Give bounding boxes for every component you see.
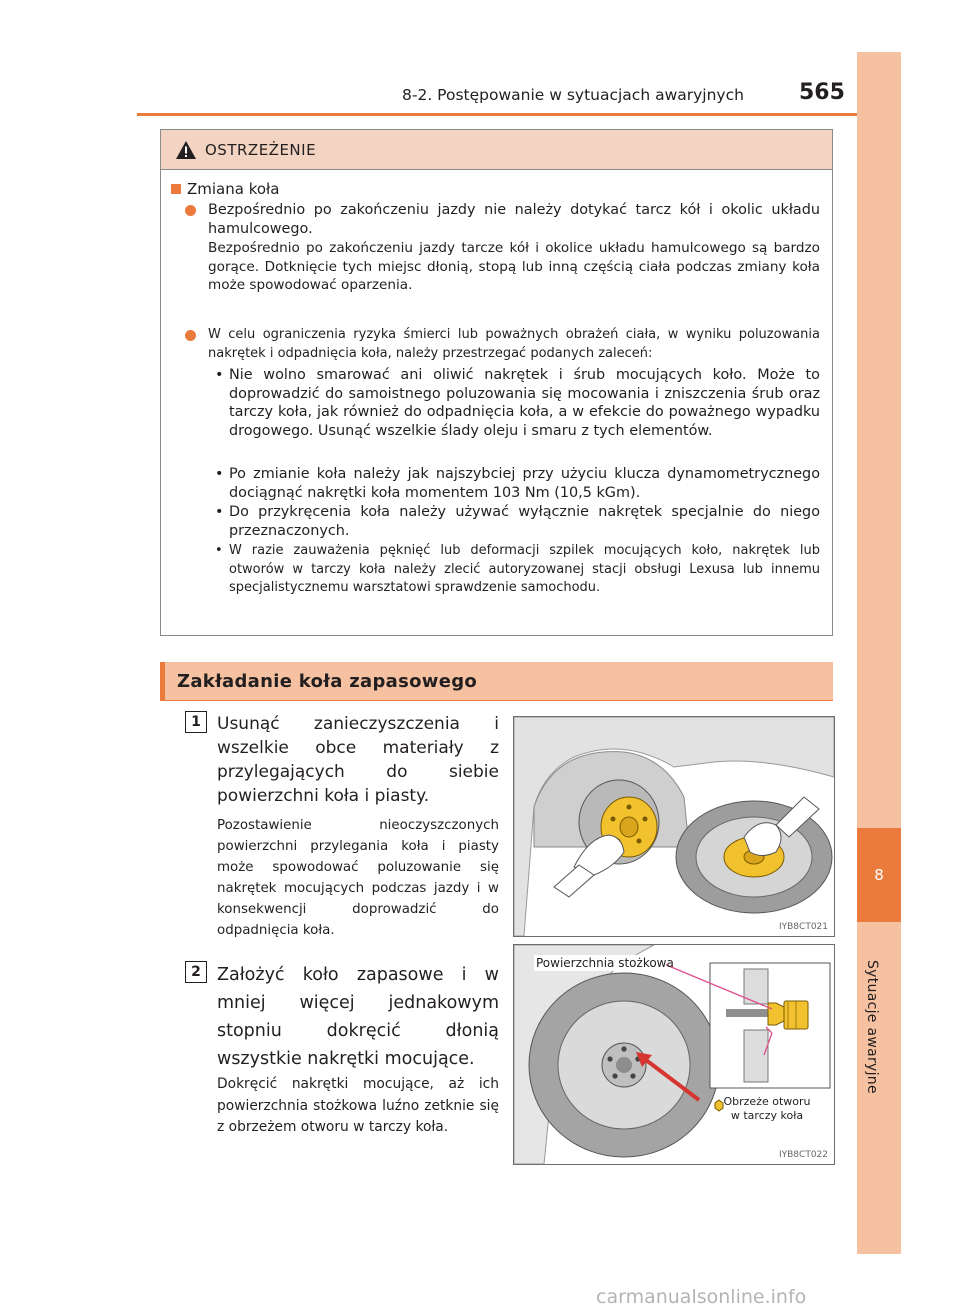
watermark: carmanualsonline.info [596,1286,807,1308]
warning-item: • Do przykręcenia koła należy używać wyłącznie nakrętek specjalnie do niego przeznaczonych. [215,504,820,539]
chapter-label: Sytuacje awaryjne [864,960,880,1094]
warning-bullet-1-detail: Bezpośrednio po zakończeniu jazdy tarcze kół i okolice układu hamulcowego są bardzo gorące. Dotknięcie tych miejsc dłonią, stopą lub inną częścią ciała podczas zmiany koła może spowodować oparzenia. [208,240,820,293]
header-rule [137,113,857,116]
warning-subsection: Zmiana koła [171,180,280,199]
round-bullet-icon [185,205,196,216]
warning-item: • W razie zauważenia pęknięć lub deformacji szpilek mocujących koło, nakrętek lub otworów w tarczy koła należy zlecić autoryzowanej stacji obsługi Lexusa lub innemu specjalistycznemu warsztatowi sprawdzenie samochodu. [215,543,820,595]
running-header: 8-2. Postępowanie w sytuacjach awaryjnych [402,86,744,104]
step-2-note: Dokręcić nakrętki mocujące, aż ich powierzchnia stożkowa luźno zetknie się z obrzeżem otworu w tarczy koła. [217,1076,499,1135]
warning-header [161,130,832,170]
step-1-note: Pozostawienie nieoczyszczonych powierzchni przylegania koła i piasty może spowodować poluzowanie się nakrętek mocujących podczas jazdy i w konsekwencji doprowadzić do odpadnięcia koła. [217,818,499,938]
figure-code: IYB8CT022 [778,1150,828,1160]
chapter-number: 8 [857,828,901,922]
figure-code: IYB8CT021 [778,922,828,932]
square-bullet-icon [171,184,181,194]
warning-bullet-1: Bezpośrednio po zakończeniu jazdy nie należy dotykać tarcz kół i okolic układu hamulcowego. [208,202,820,237]
step-number: 1 [185,711,207,733]
section-rule [160,700,833,701]
figure-clean-hub [513,716,835,937]
warning-triangle-icon [175,140,197,160]
figure-1-illustration [514,717,834,936]
warning-box [160,129,833,636]
section-title: Zakładanie koła zapasowego [160,662,833,700]
callout-hole-rim-line2: w tarczy koła [730,1109,804,1122]
warning-title: OSTRZEŻENIE [205,140,317,159]
callout-conical-surface: Powierzchnia stożkowa [536,956,674,970]
step-1-title: Usunąć zanieczyszczenia i wszelkie obce materiały z przylegających do siebie powierzchni koła i piasty. [217,714,499,806]
chapter-side-tab [857,52,901,1254]
step-2-title: Założyć koło zapasowe i w mniej więcej jednakowym stopniu dokręcić dłonią wszystkie nakrętki mocujące. [217,965,499,1069]
warning-item: • Nie wolno smarować ani oliwić nakrętek i śrub mocujących koło. Może to doprowadzić do samoistnego poluzowania się mocowania i zniszczenia śrub oraz tarczy koła, jak również do odpadnięcia koła, a w efekcie do poważnego wypadku drogowego. Usunąć wszelkie ślady oleju i smaru z tych elementów. [215,367,820,439]
round-bullet-icon [185,330,196,341]
callout-hole-rim-line1: Obrzeże otworu [723,1095,811,1108]
figure-2-illustration [514,945,834,1164]
warning-item: • Po zmianie koła należy jak najszybciej przy użyciu klucza dynamometrycznego dociągnąć nakrętki koła momentem 103 Nm (10,5 kGm). [215,466,820,501]
warning-bullet-2: W celu ograniczenia ryzyka śmierci lub poważnych obrażeń ciała, w wyniku poluzowania nakrętek i odpadnięcia koła, należy przestrzegać podanych zaleceń: [208,327,820,361]
figure-mount-spare [513,944,835,1165]
step-number: 2 [185,961,207,983]
page-number: 565 [799,80,845,105]
